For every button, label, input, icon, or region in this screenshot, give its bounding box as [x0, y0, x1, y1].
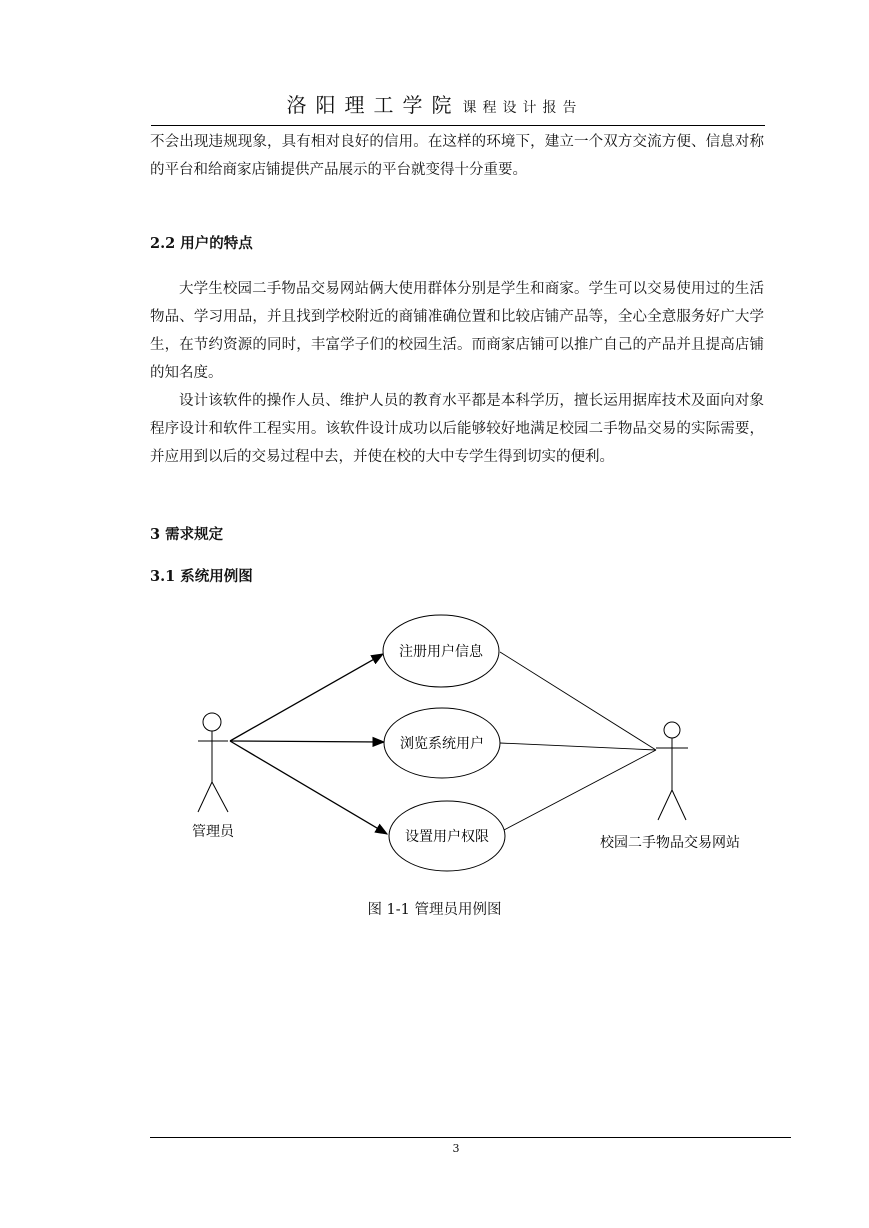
- use-case-permission-label: 设置用户权限: [405, 830, 489, 845]
- use-case-browse-label: 浏览系统用户: [400, 737, 484, 752]
- page-number: 3: [452, 1142, 460, 1155]
- page-header: [0, 92, 869, 121]
- website-actor-label: 校园二手物品交易网站: [600, 836, 740, 851]
- intro-paragraph: 不会出现违规现象，具有相对良好的信用。在这样的环境下，建立一个双方交流方便、信息对称的平台和给商家店铺提供产品展示的平台就变得十分重要。: [150, 134, 764, 178]
- assoc-browse-website: [500, 743, 656, 750]
- use-case-register-label: 注册用户信息: [399, 645, 483, 660]
- use-case-diagram: [180, 600, 780, 880]
- assoc-admin-permission: [230, 741, 387, 834]
- assoc-permission-website: [504, 750, 656, 830]
- school-name: 洛阳理工学院: [286, 93, 461, 117]
- header-rule: [151, 125, 765, 126]
- assoc-register-website: [500, 652, 656, 750]
- section-3-heading: 3 需求规定: [150, 526, 224, 543]
- website-actor: [656, 722, 688, 820]
- assoc-admin-register: [230, 654, 383, 741]
- section-2-2-paragraph-1: 大学生校园二手物品交易网站俩大使用群体分别是学生和商家。学生可以交易使用过的生活物品、学习用品，并且找到学校附近的商铺准确位置和比较店铺产品等，全心全意服务好广大学生，在节约资源的同时，丰富学子们的校园生活。而商家店铺可以推广自己的产品并且提高店铺的知名度。: [150, 281, 764, 381]
- admin-actor-label: 管理员: [192, 825, 234, 840]
- footer-rule: [150, 1137, 791, 1138]
- report-type: 课程设计报告: [462, 100, 583, 116]
- assoc-admin-browse: [230, 741, 384, 742]
- figure-caption: 图 1-1 管理员用例图: [367, 902, 502, 918]
- section-2-2-paragraph-2: 设计该软件的操作人员、维护人员的教育水平都是本科学历，擅长运用据库技术及面向对象程序设计和软件工程实用。该软件设计成功以后能够较好地满足校园二手物品交易的实际需要，并应用到以后的交易过程中去，并使在校的大中专学生得到切实的便利。: [150, 393, 764, 465]
- section-3-1-heading: 3.1 系统用例图: [150, 568, 253, 585]
- section-2-2-heading: 2.2 用户的特点: [150, 235, 253, 252]
- admin-actor: [198, 713, 228, 812]
